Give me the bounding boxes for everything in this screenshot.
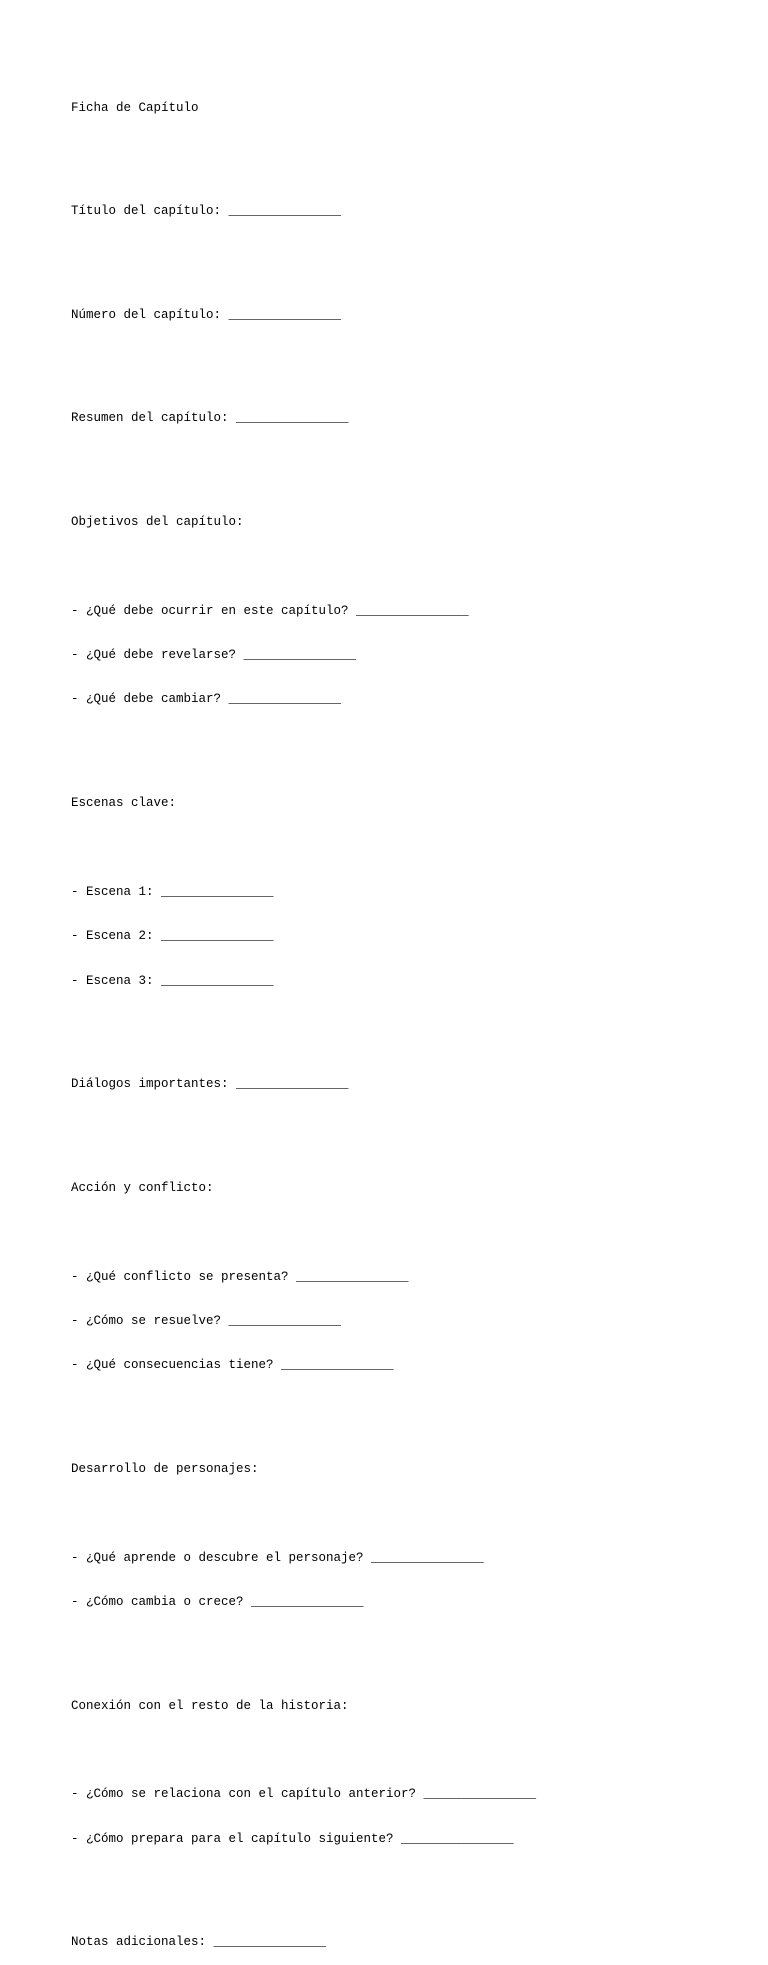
notes-field: Notas adicionales: _______________ [71,1935,327,1950]
spacer [71,145,731,160]
spacer [71,1018,731,1033]
chapter-summary-field: Resumen del capítulo: _______________ [71,411,349,426]
objective-item: - ¿Qué debe ocurrir en este capítulo? _______________ [71,603,469,618]
scene-item: - Escena 2: _______________ [71,929,274,944]
spacer [71,249,731,264]
spacer [71,1122,731,1137]
connection-item: - ¿Cómo prepara para el capítulo siguiente? _______________ [71,1831,514,1846]
connection-heading: Conexión con el resto de la historia: [71,1698,349,1713]
conflict-item: - ¿Qué consecuencias tiene? _______________ [71,1358,394,1373]
character-item: - ¿Cómo cambia o crece? _______________ [71,1595,364,1610]
chapter-title-field: Título del capítulo: _______________ [71,204,342,219]
objectives-heading: Objetivos del capítulo: [71,514,244,529]
spacer [71,737,731,752]
objective-item: - ¿Qué debe cambiar? _______________ [71,692,342,707]
character-item: - ¿Qué aprende o descubre el personaje? _______________ [71,1550,484,1565]
spacer [71,1506,731,1521]
document-page [71,71,731,1965]
action-conflict-heading: Acción y conflicto: [71,1180,214,1195]
connection-item: - ¿Cómo se relaciona con el capítulo anterior? _______________ [71,1787,537,1802]
spacer [71,559,731,574]
spacer [71,456,731,471]
objective-item: - ¿Qué debe revelarse? _______________ [71,648,357,663]
spacer [71,352,731,367]
scene-item: - Escena 1: _______________ [71,884,274,899]
dialogues-field: Diálogos importantes: _______________ [71,1077,349,1092]
conflict-item: - ¿Cómo se resuelve? _______________ [71,1313,342,1328]
document-title: Ficha de Capítulo [71,100,199,115]
spacer [71,1403,731,1418]
scene-item: - Escena 3: _______________ [71,973,274,988]
spacer [71,1225,731,1240]
spacer [71,1876,731,1891]
character-development-heading: Desarrollo de personajes: [71,1461,259,1476]
conflict-item: - ¿Qué conflicto se presenta? _______________ [71,1269,409,1284]
spacer [71,1743,731,1758]
spacer [71,1639,731,1654]
key-scenes-heading: Escenas clave: [71,796,177,811]
chapter-number-field: Número del capítulo: _______________ [71,307,342,322]
spacer [71,840,731,855]
